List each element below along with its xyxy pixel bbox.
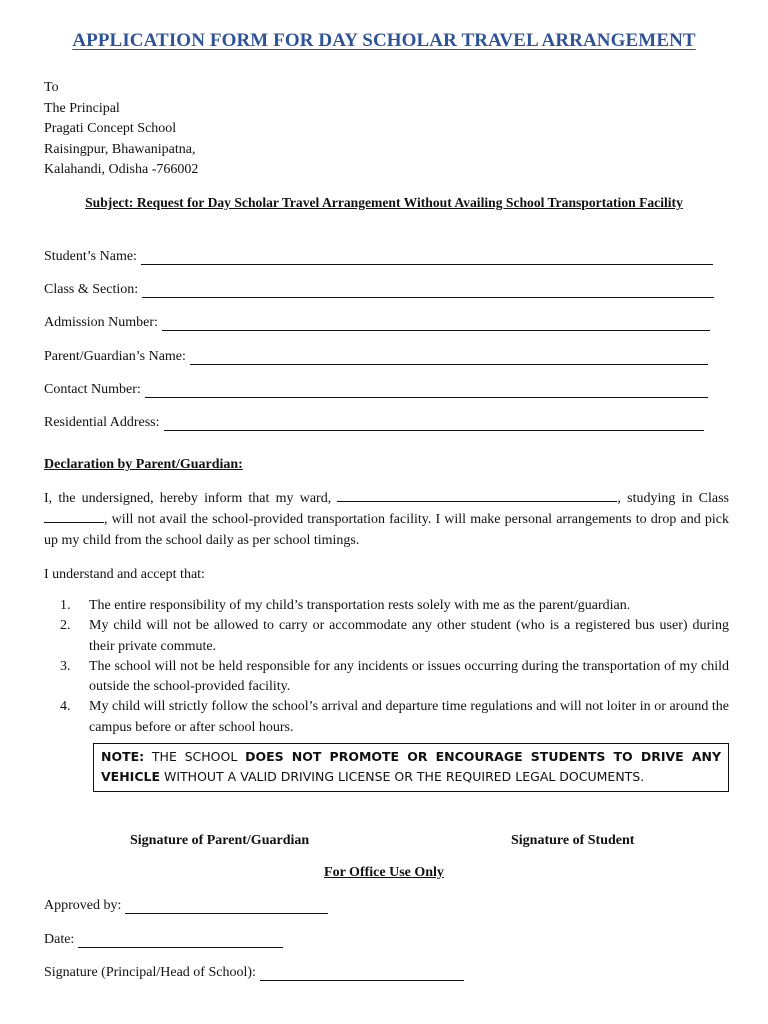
class-blank[interactable]: [44, 509, 104, 523]
class-section-line[interactable]: [142, 283, 714, 298]
admission-number-label: Admission Number:: [44, 315, 158, 330]
declaration-text-class: , studying in Class: [617, 491, 729, 506]
subject-line: Subject: Request for Day Scholar Travel Arrangement Without Availing School Transportation Facility: [85, 195, 683, 210]
parent-signature-label: Signature of Parent/Guardian: [130, 833, 310, 848]
list-item-text: My child will strictly follow the school’s arrival and departure time regulations and will not loiter in or around the campus before or after school hours.: [89, 699, 729, 735]
ward-name-blank[interactable]: [337, 488, 617, 502]
contact-number-line[interactable]: [145, 383, 708, 398]
office-use-heading: For Office Use Only: [324, 865, 444, 880]
approved-by-label: Approved by:: [44, 898, 122, 913]
student-name-line[interactable]: [141, 250, 713, 265]
list-item: [60, 596, 729, 616]
student-signature-label: Signature of Student: [511, 833, 635, 848]
admission-number-field[interactable]: [44, 315, 710, 331]
date-label: Date:: [44, 932, 75, 947]
note-label: NOTE:: [101, 749, 145, 764]
list-item-text: The entire responsibility of my child’s transportation rests solely with me as the parent/guardian.: [89, 598, 631, 613]
note-text-1: THE SCHOOL: [144, 749, 246, 764]
contact-number-field[interactable]: [44, 382, 708, 398]
parent-name-line[interactable]: [190, 350, 708, 365]
date-field[interactable]: [44, 932, 283, 948]
contact-number-label: Contact Number:: [44, 382, 141, 397]
list-item-number: 4.: [60, 699, 71, 715]
address-street: Raisingpur, Bhawanipatna,: [44, 141, 196, 157]
note-text-emphasis: DOES NOT PROMOTE OR ENCOURAGE STUDENTS TO DRIVE ANY VEHICLE: [101, 749, 722, 784]
approved-by-line[interactable]: [125, 899, 328, 914]
principal-signature-label: Signature (Principal/Head of School):: [44, 965, 256, 980]
address-school: Pragati Concept School: [44, 121, 177, 137]
principal-signature-line[interactable]: [260, 966, 464, 981]
parent-name-field[interactable]: [44, 349, 708, 365]
class-section-label: Class & Section:: [44, 282, 139, 297]
principal-signature-field[interactable]: [44, 965, 464, 981]
class-section-field[interactable]: [44, 282, 714, 298]
list-item-text: My child will not be allowed to carry or accommodate any other student (who is a registered bus user) during their private commute.: [89, 618, 729, 654]
note-text-2: WITHOUT A VALID DRIVING LICENSE OR THE REQUIRED LEGAL DOCUMENTS.: [160, 769, 645, 784]
address-city: Kalahandi, Odisha -766002: [44, 162, 199, 178]
residential-address-label: Residential Address:: [44, 415, 160, 430]
address-to: To: [44, 80, 59, 95]
accept-statement: I understand and accept that:: [44, 567, 205, 582]
list-item-text: The school will not be held responsible for any incidents or issues occurring during the transportation of my child outside the school-provided facility.: [89, 658, 729, 695]
list-item: [60, 616, 729, 657]
list-item: [60, 657, 729, 698]
declaration-text-end: , will not avail the school-provided transportation facility. I will make personal arrangements to drop and pick up my child from the school daily as per school timings.: [44, 512, 729, 548]
approved-by-field[interactable]: [44, 898, 328, 914]
declaration-text-start: I, the undersigned, hereby inform that my ward,: [44, 491, 332, 506]
residential-address-field[interactable]: [44, 415, 704, 431]
list-item-number: 3.: [60, 658, 71, 674]
declaration-paragraph: [44, 488, 729, 551]
list-item: [60, 697, 729, 738]
admission-number-line[interactable]: [162, 316, 710, 331]
form-title: APPLICATION FORM FOR DAY SCHOLAR TRAVEL ARRANGEMENT: [72, 30, 696, 51]
note-box: [93, 743, 729, 792]
address-recipient: The Principal: [44, 100, 120, 116]
residential-address-line[interactable]: [164, 416, 704, 431]
student-name-label: Student’s Name:: [44, 249, 137, 264]
declaration-list: [60, 596, 729, 738]
list-item-number: 1.: [60, 598, 71, 613]
declaration-heading: Declaration by Parent/Guardian:: [44, 457, 243, 472]
date-line[interactable]: [78, 933, 283, 948]
recipient-address: [44, 78, 198, 181]
student-name-field[interactable]: [44, 249, 713, 265]
parent-name-label: Parent/Guardian’s Name:: [44, 349, 186, 364]
list-item-number: 2.: [60, 618, 71, 634]
